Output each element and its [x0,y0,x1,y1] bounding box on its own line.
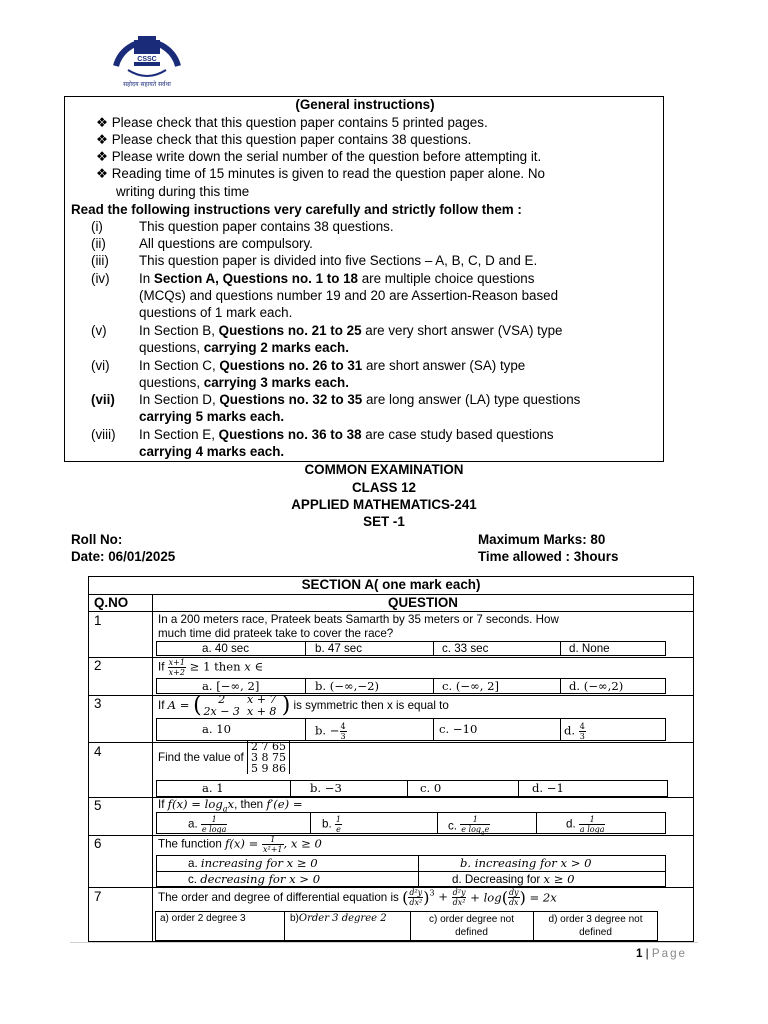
exam-set: SET -1 [363,514,405,529]
bullet-text: Please write down the serial number of the question before attempting it. [111,149,542,164]
item-text: This question paper is divided into five Sections – A, B, C, D and E. [139,253,538,268]
option-d: d. Decreasing for x ≥ 0 [452,872,575,886]
bullet-text: Please check that this question paper contains 5 printed pages. [111,115,488,130]
question-number: 2 [94,658,102,673]
option-b: b. − $\frac{4}{3}$ [315,722,346,741]
item-number: (ii) [91,236,106,251]
exam-class: CLASS 12 [352,480,416,495]
item-text: questions, carrying 3 marks each. [139,375,349,390]
page-number: 1 | Page [636,947,687,960]
option-b: b. $\frac{1}{e}$ [322,815,341,834]
option-d: d. $\frac{4}{3}$ [564,722,585,741]
item-text: In Section A, Questions no. 1 to 18 are multiple choice questions [139,271,535,286]
item-number: (v) [91,323,107,338]
option-d: d. $\frac{1}{\text{a loga}}$ [566,815,605,834]
exam-name: COMMON EXAMINATION [304,462,464,477]
option-d: d. None [569,642,610,655]
question-text: In a 200 meters race, Prateek beats Samarth by 35 meters or 7 seconds. How [158,613,559,626]
diamond-bullet-icon: ❖ [96,115,109,130]
option-a: a. increasing for x ≥ 0 [188,856,318,870]
diamond-bullet-icon: ❖ [96,166,109,181]
item-text: In Section D, Questions no. 32 to 35 are long answer (LA) type questions [139,392,581,407]
col-qno-header: Q.NO [94,595,129,610]
item-text: In Section E, Questions no. 36 to 38 are case study based questions [139,427,554,442]
item-number: (i) [91,219,103,234]
option-c: c. (−∞, 2] [442,679,500,693]
determinant: 2 7 65 3 8 75 5 9 86 [247,741,290,774]
time-allowed: Time allowed : 3hours [478,549,619,564]
option-d: d. (−∞,2) [569,679,624,693]
question-number: 4 [94,744,102,759]
bullet-text: writing during this time [116,184,250,199]
item-text: questions of 1 mark each. [139,305,293,320]
item-text: All questions are compulsory. [139,236,313,251]
option-d: d. −1 [532,781,564,795]
diamond-bullet-icon: ❖ [96,149,109,164]
diamond-bullet-icon: ❖ [96,132,109,147]
bullet-text: Reading time of 15 minutes is given to read the question paper alone. No [111,166,545,181]
item-text: In Section B, Questions no. 21 to 25 are very short answer (VSA) type [139,323,563,338]
option-a: a) order 2 degree 3 [160,913,246,924]
item-number: (viii) [91,427,116,442]
question-text: If $\frac{x+1}{x+2}$ ≥ 1 then x ∈ [158,658,264,677]
question-number: 1 [94,613,102,628]
option-c: c. $\frac{1}{e \log_ae}$ [448,815,490,837]
question-text: If $f(x) = \log_ax$, then f′(e) = [158,797,303,814]
col-question-header: QUESTION [388,595,458,610]
question-text: If A = ( 2 x + 7 2x − 3 x + 8 ) is symmetric then x is equal to [158,693,449,718]
option-a: a. 1 [202,781,224,795]
option-d: d) order 3 degree not defined [548,914,643,938]
max-marks: Maximum Marks: 80 [478,532,606,547]
roll-no: Roll No: [71,532,123,547]
item-number: (iv) [91,271,110,286]
option-c: c. 0 [420,781,442,795]
question-text: The function f(x) = $\frac{1}{\text{x²+1}}$ , x ≥ 0 [158,835,322,854]
option-b: b. increasing for x > 0 [460,856,592,870]
logo-motto: सहोदय सहायते सर्वथा [123,81,171,88]
item-text: In Section C, Questions no. 26 to 31 are short answer (SA) type [139,358,526,373]
question-number: 3 [94,696,102,711]
question-text: Find the value of 2 7 65 3 8 75 5 9 86 [158,741,290,774]
matrix-a: ( 2 x + 7 2x − 3 x + 8 ) [193,693,291,718]
option-c: c. 33 sec [442,642,489,655]
item-text: carrying 5 marks each. [139,409,285,424]
option-b: b. (−∞,−2) [315,679,379,693]
question-number: 7 [94,889,102,904]
option-b: b. −3 [310,781,342,795]
item-text: This question paper contains 38 questions. [139,219,394,234]
instructions-title: (General instructions) [295,97,435,112]
option-a: a. 40 sec [202,642,250,655]
option-c: c) order degree not defined [428,914,515,938]
item-number: (vii) [91,392,115,407]
item-number: (iii) [91,253,109,268]
footer-rule [70,942,698,943]
exam-subject: APPLIED MATHEMATICS-241 [291,497,477,512]
section-title: SECTION A( one mark each) [301,577,481,592]
bullet-text: Please check that this question paper contains 38 questions. [111,132,472,147]
option-b: b)Order 3 degree 2 [290,913,387,924]
item-number: (vi) [91,358,110,373]
read-heading: Read the following instructions very carefully and strictly follow them : [71,202,522,217]
option-c: c. decreasing for x > 0 [188,872,321,886]
item-text: carrying 4 marks each. [139,444,285,459]
question-number: 5 [94,798,102,813]
question-text: The order and degree of differential equation is ( $\frac{\text{d²y}}{\text{dx²}}$ )$^3$ + $\frac{\text{d²y}}{\text{dx²}}$ + log( $\frac{dy}{dx}$ ) = 2x [158,888,557,907]
option-a: a. $\frac{1}{\text{e loga}}$ [188,815,227,834]
option-a: a. [−∞, 2] [202,679,260,693]
item-text: (MCQs) and questions number 19 and 20 are Assertion-Reason based [139,288,559,303]
logo-badge: CSSC [137,56,157,63]
option-c: c. −10 [439,722,478,736]
item-text: questions, carrying 2 marks each. [139,340,349,355]
question-number: 6 [94,836,102,851]
question-text: much time did prateek take to cover the race? [158,627,394,640]
option-b: b. 47 sec [315,642,363,655]
exam-date: Date: 06/01/2025 [71,549,176,564]
option-a: a. 10 [202,722,232,736]
